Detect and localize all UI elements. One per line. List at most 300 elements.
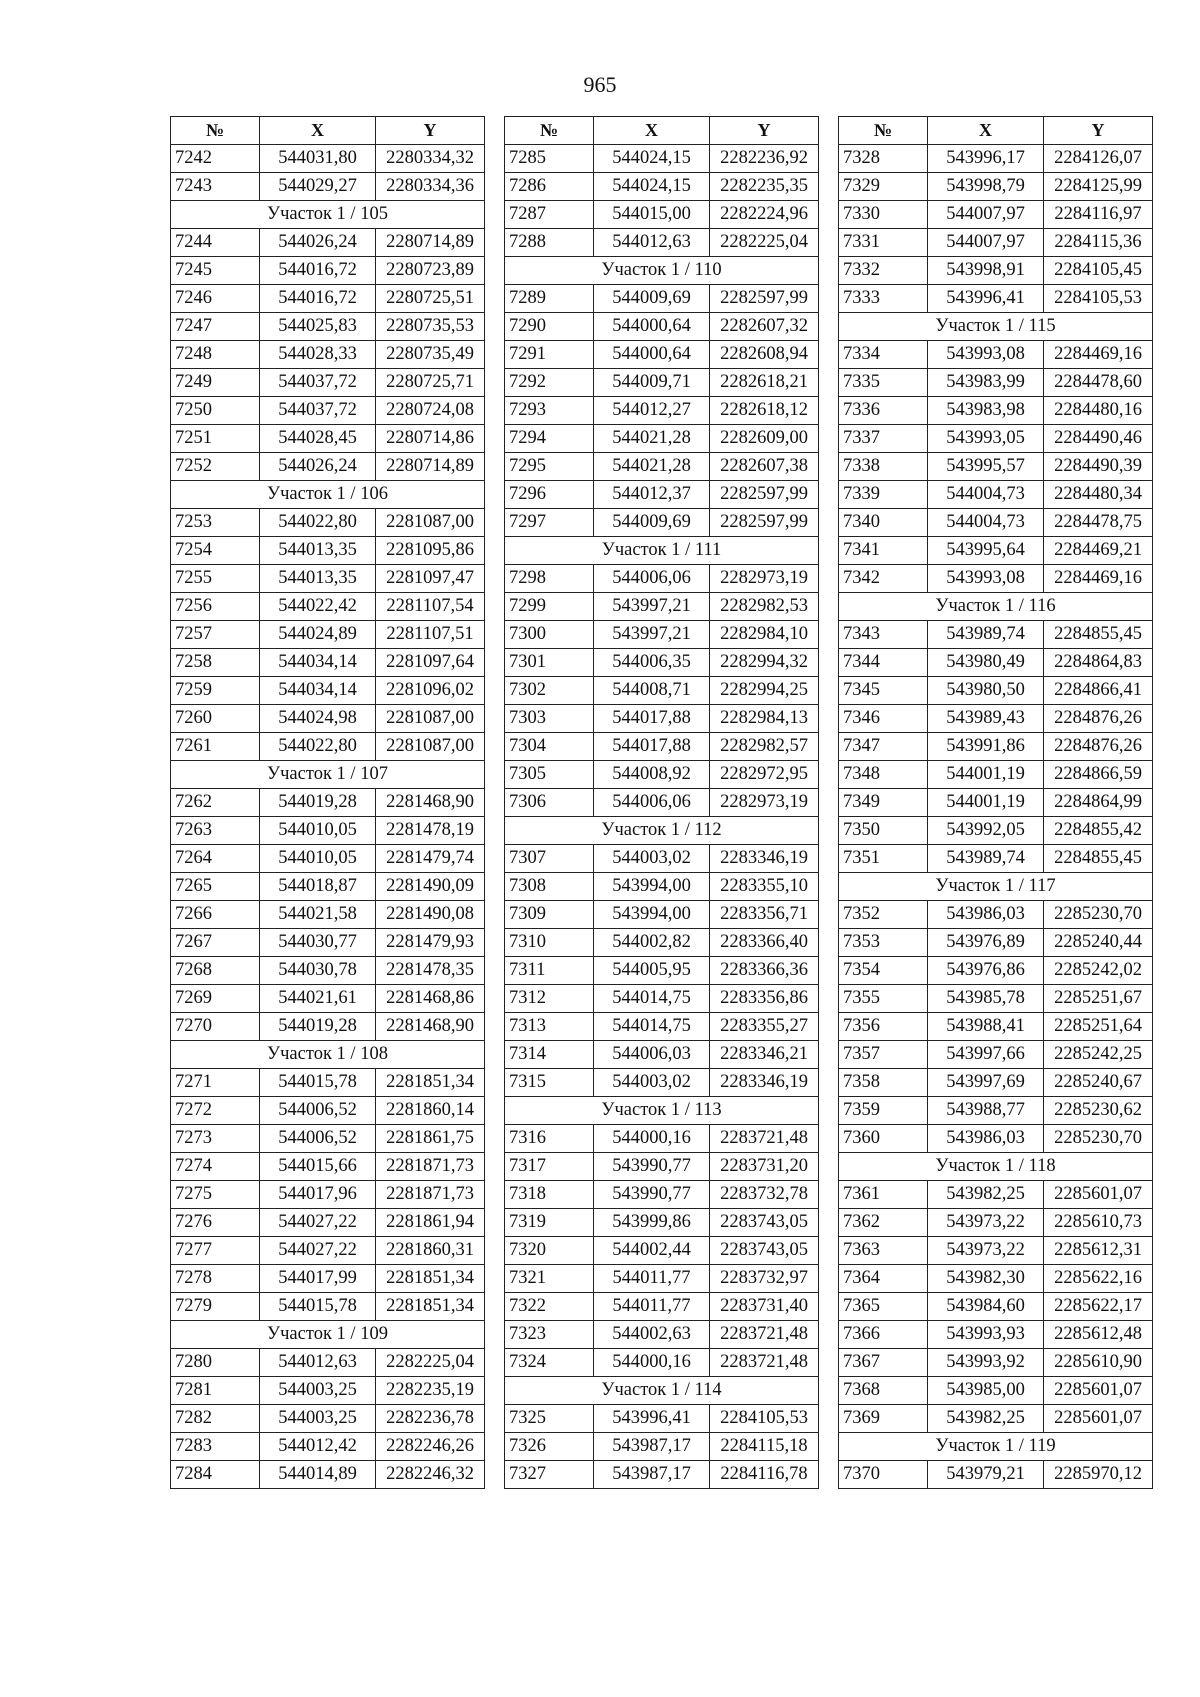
y-coordinate: 2281851,34 [376, 1293, 485, 1321]
table-row [839, 1041, 1153, 1069]
point-number: 7321 [505, 1265, 594, 1293]
table-row [505, 1041, 819, 1069]
point-number: 7342 [839, 565, 928, 593]
table-row [839, 1349, 1153, 1377]
x-coordinate: 544010,05 [260, 817, 376, 845]
x-coordinate: 544017,96 [260, 1181, 376, 1209]
point-number: 7323 [505, 1321, 594, 1349]
section-title: Участок 1 / 118 [839, 1153, 1153, 1181]
x-coordinate: 544009,69 [594, 509, 710, 537]
y-coordinate: 2283731,40 [710, 1293, 819, 1321]
y-coordinate: 2284866,59 [1044, 761, 1153, 789]
x-coordinate: 544021,28 [594, 425, 710, 453]
table-row [171, 1265, 485, 1293]
point-number: 7339 [839, 481, 928, 509]
x-coordinate: 543985,78 [928, 985, 1044, 1013]
x-coordinate: 543993,08 [928, 565, 1044, 593]
table-row [839, 145, 1153, 173]
table-row [505, 425, 819, 453]
table-row [171, 537, 485, 565]
y-coordinate: 2281860,14 [376, 1097, 485, 1125]
section-row [505, 1377, 819, 1405]
table-row [505, 145, 819, 173]
point-number: 7247 [171, 313, 260, 341]
section-title: Участок 1 / 115 [839, 313, 1153, 341]
point-number: 7252 [171, 453, 260, 481]
y-coordinate: 2281468,90 [376, 1013, 485, 1041]
table-row [505, 481, 819, 509]
point-number: 7332 [839, 257, 928, 285]
x-coordinate: 544029,27 [260, 173, 376, 201]
point-number: 7311 [505, 957, 594, 985]
point-number: 7254 [171, 537, 260, 565]
table-row [171, 173, 485, 201]
x-coordinate: 544019,28 [260, 1013, 376, 1041]
table-row [839, 369, 1153, 397]
table-row [505, 957, 819, 985]
y-coordinate: 2281861,94 [376, 1209, 485, 1237]
table-row [505, 845, 819, 873]
table-row [171, 1013, 485, 1041]
table-row [839, 957, 1153, 985]
x-coordinate: 544006,52 [260, 1097, 376, 1125]
table-row [839, 397, 1153, 425]
table-row [839, 1405, 1153, 1433]
table-row [505, 285, 819, 313]
point-number: 7362 [839, 1209, 928, 1237]
table-row [505, 873, 819, 901]
x-coordinate: 544037,72 [260, 369, 376, 397]
section-row [505, 257, 819, 285]
table-row [171, 1069, 485, 1097]
x-coordinate: 544002,63 [594, 1321, 710, 1349]
point-number: 7298 [505, 565, 594, 593]
y-coordinate: 2281860,31 [376, 1237, 485, 1265]
x-coordinate: 544034,14 [260, 677, 376, 705]
table-row [839, 1013, 1153, 1041]
table-row [171, 1237, 485, 1265]
y-coordinate: 2283355,10 [710, 873, 819, 901]
point-number: 7369 [839, 1405, 928, 1433]
y-coordinate: 2284480,16 [1044, 397, 1153, 425]
y-coordinate: 2285612,31 [1044, 1237, 1153, 1265]
x-coordinate: 544000,16 [594, 1349, 710, 1377]
x-coordinate: 544002,44 [594, 1237, 710, 1265]
x-coordinate: 544006,35 [594, 649, 710, 677]
section-title: Участок 1 / 113 [505, 1097, 819, 1125]
table-row [171, 1153, 485, 1181]
x-coordinate: 543997,21 [594, 593, 710, 621]
table-row [505, 173, 819, 201]
point-number: 7275 [171, 1181, 260, 1209]
x-coordinate: 544004,73 [928, 481, 1044, 509]
x-coordinate: 543979,21 [928, 1461, 1044, 1489]
table-row [505, 1265, 819, 1293]
y-coordinate: 2285610,73 [1044, 1209, 1153, 1237]
y-coordinate: 2281097,64 [376, 649, 485, 677]
x-coordinate: 544022,42 [260, 593, 376, 621]
coordinates-table-3 [838, 116, 1153, 1489]
y-coordinate: 2284126,07 [1044, 145, 1153, 173]
point-number: 7277 [171, 1237, 260, 1265]
table-row [171, 397, 485, 425]
x-coordinate: 543997,21 [594, 621, 710, 649]
table-row [171, 145, 485, 173]
x-coordinate: 543982,30 [928, 1265, 1044, 1293]
point-number: 7280 [171, 1349, 260, 1377]
x-coordinate: 543998,79 [928, 173, 1044, 201]
point-number: 7303 [505, 705, 594, 733]
x-coordinate: 544022,80 [260, 509, 376, 537]
point-number: 7348 [839, 761, 928, 789]
y-coordinate: 2283721,48 [710, 1125, 819, 1153]
x-coordinate: 544028,45 [260, 425, 376, 453]
y-coordinate: 2283721,48 [710, 1349, 819, 1377]
point-number: 7335 [839, 369, 928, 397]
point-number: 7272 [171, 1097, 260, 1125]
point-number: 7318 [505, 1181, 594, 1209]
table-row [839, 677, 1153, 705]
point-number: 7274 [171, 1153, 260, 1181]
section-title: Участок 1 / 106 [171, 481, 485, 509]
y-coordinate: 2285610,90 [1044, 1349, 1153, 1377]
table-row [171, 1433, 485, 1461]
y-coordinate: 2282225,04 [710, 229, 819, 257]
point-number: 7297 [505, 509, 594, 537]
point-number: 7243 [171, 173, 260, 201]
table-row [505, 1461, 819, 1489]
table-header-row [505, 117, 819, 145]
x-coordinate: 543997,66 [928, 1041, 1044, 1069]
section-row [839, 313, 1153, 341]
x-coordinate: 543984,60 [928, 1293, 1044, 1321]
x-coordinate: 543993,08 [928, 341, 1044, 369]
table-row [839, 285, 1153, 313]
x-coordinate: 543991,86 [928, 733, 1044, 761]
section-title: Участок 1 / 119 [839, 1433, 1153, 1461]
table-row [505, 649, 819, 677]
x-coordinate: 544006,52 [260, 1125, 376, 1153]
table-row [171, 929, 485, 957]
section-title: Участок 1 / 105 [171, 201, 485, 229]
header-number: № [839, 117, 928, 145]
table-row [505, 593, 819, 621]
point-number: 7302 [505, 677, 594, 705]
point-number: 7296 [505, 481, 594, 509]
point-number: 7353 [839, 929, 928, 957]
point-number: 7264 [171, 845, 260, 873]
table-row [171, 1377, 485, 1405]
table-row [171, 705, 485, 733]
section-row [505, 817, 819, 845]
table-row [839, 565, 1153, 593]
y-coordinate: 2280714,89 [376, 453, 485, 481]
x-coordinate: 544009,71 [594, 369, 710, 397]
table-row [505, 565, 819, 593]
table-row [839, 1265, 1153, 1293]
y-coordinate: 2284855,42 [1044, 817, 1153, 845]
point-number: 7290 [505, 313, 594, 341]
section-title: Участок 1 / 109 [171, 1321, 485, 1349]
y-coordinate: 2281096,02 [376, 677, 485, 705]
point-number: 7320 [505, 1237, 594, 1265]
point-number: 7307 [505, 845, 594, 873]
point-number: 7281 [171, 1377, 260, 1405]
y-coordinate: 2280735,53 [376, 313, 485, 341]
x-coordinate: 544003,02 [594, 1069, 710, 1097]
header-x: X [594, 117, 710, 145]
y-coordinate: 2285622,16 [1044, 1265, 1153, 1293]
point-number: 7246 [171, 285, 260, 313]
table-row [171, 873, 485, 901]
table-row [505, 509, 819, 537]
point-number: 7268 [171, 957, 260, 985]
x-coordinate: 544006,03 [594, 1041, 710, 1069]
point-number: 7260 [171, 705, 260, 733]
x-coordinate: 544017,88 [594, 705, 710, 733]
y-coordinate: 2285230,70 [1044, 1125, 1153, 1153]
y-coordinate: 2284115,36 [1044, 229, 1153, 257]
y-coordinate: 2281851,34 [376, 1069, 485, 1097]
y-coordinate: 2281861,75 [376, 1125, 485, 1153]
x-coordinate: 544024,89 [260, 621, 376, 649]
y-coordinate: 2282224,96 [710, 201, 819, 229]
x-coordinate: 544001,19 [928, 761, 1044, 789]
y-coordinate: 2281087,00 [376, 733, 485, 761]
y-coordinate: 2282618,12 [710, 397, 819, 425]
header-y: Y [376, 117, 485, 145]
y-coordinate: 2282982,57 [710, 733, 819, 761]
table-row [505, 1237, 819, 1265]
table-row [171, 1097, 485, 1125]
x-coordinate: 544031,80 [260, 145, 376, 173]
table-row [171, 733, 485, 761]
header-number: № [171, 117, 260, 145]
y-coordinate: 2284105,45 [1044, 257, 1153, 285]
table-row [171, 257, 485, 285]
x-coordinate: 544028,33 [260, 341, 376, 369]
section-row [839, 593, 1153, 621]
x-coordinate: 544030,77 [260, 929, 376, 957]
y-coordinate: 2284864,99 [1044, 789, 1153, 817]
point-number: 7352 [839, 901, 928, 929]
y-coordinate: 2282608,94 [710, 341, 819, 369]
y-coordinate: 2285601,07 [1044, 1181, 1153, 1209]
table-row [171, 957, 485, 985]
table-row [839, 649, 1153, 677]
point-number: 7356 [839, 1013, 928, 1041]
y-coordinate: 2282994,32 [710, 649, 819, 677]
table-row [839, 929, 1153, 957]
section-row [171, 201, 485, 229]
point-number: 7249 [171, 369, 260, 397]
point-number: 7244 [171, 229, 260, 257]
point-number: 7365 [839, 1293, 928, 1321]
table-row [839, 509, 1153, 537]
y-coordinate: 2281097,47 [376, 565, 485, 593]
point-number: 7283 [171, 1433, 260, 1461]
table-row [839, 733, 1153, 761]
x-coordinate: 543989,43 [928, 705, 1044, 733]
table-row [505, 341, 819, 369]
y-coordinate: 2281478,35 [376, 957, 485, 985]
point-number: 7285 [505, 145, 594, 173]
table-row [505, 1125, 819, 1153]
x-coordinate: 544016,72 [260, 285, 376, 313]
table-row [505, 1321, 819, 1349]
table-row [171, 901, 485, 929]
point-number: 7304 [505, 733, 594, 761]
y-coordinate: 2284864,83 [1044, 649, 1153, 677]
y-coordinate: 2284469,21 [1044, 537, 1153, 565]
table-row [839, 845, 1153, 873]
point-number: 7248 [171, 341, 260, 369]
table-row [505, 1153, 819, 1181]
y-coordinate: 2284480,34 [1044, 481, 1153, 509]
x-coordinate: 543992,05 [928, 817, 1044, 845]
point-number: 7245 [171, 257, 260, 285]
point-number: 7291 [505, 341, 594, 369]
point-number: 7359 [839, 1097, 928, 1125]
header-y: Y [1044, 117, 1153, 145]
x-coordinate: 544015,66 [260, 1153, 376, 1181]
y-coordinate: 2281468,90 [376, 789, 485, 817]
y-coordinate: 2281871,73 [376, 1181, 485, 1209]
table-row [839, 901, 1153, 929]
y-coordinate: 2282597,99 [710, 509, 819, 537]
y-coordinate: 2283732,97 [710, 1265, 819, 1293]
y-coordinate: 2282225,04 [376, 1349, 485, 1377]
x-coordinate: 544006,06 [594, 565, 710, 593]
y-coordinate: 2284876,26 [1044, 733, 1153, 761]
page-number: 965 [583, 72, 617, 97]
x-coordinate: 544012,42 [260, 1433, 376, 1461]
section-title: Участок 1 / 112 [505, 817, 819, 845]
table-row [171, 985, 485, 1013]
x-coordinate: 543989,74 [928, 845, 1044, 873]
y-coordinate: 2281107,54 [376, 593, 485, 621]
y-coordinate: 2283355,27 [710, 1013, 819, 1041]
x-coordinate: 543985,00 [928, 1377, 1044, 1405]
y-coordinate: 2285622,17 [1044, 1293, 1153, 1321]
y-coordinate: 2284876,26 [1044, 705, 1153, 733]
x-coordinate: 544007,97 [928, 201, 1044, 229]
point-number: 7361 [839, 1181, 928, 1209]
point-number: 7253 [171, 509, 260, 537]
y-coordinate: 2281087,00 [376, 509, 485, 537]
x-coordinate: 544000,64 [594, 341, 710, 369]
y-coordinate: 2282973,19 [710, 789, 819, 817]
table-row [171, 621, 485, 649]
point-number: 7312 [505, 985, 594, 1013]
y-coordinate: 2283356,71 [710, 901, 819, 929]
x-coordinate: 543988,41 [928, 1013, 1044, 1041]
y-coordinate: 2285970,12 [1044, 1461, 1153, 1489]
x-coordinate: 543997,69 [928, 1069, 1044, 1097]
point-number: 7363 [839, 1237, 928, 1265]
x-coordinate: 544027,22 [260, 1237, 376, 1265]
table-row [171, 565, 485, 593]
y-coordinate: 2281087,00 [376, 705, 485, 733]
y-coordinate: 2282246,32 [376, 1461, 485, 1489]
header-y: Y [710, 117, 819, 145]
x-coordinate: 544014,89 [260, 1461, 376, 1489]
x-coordinate: 543994,00 [594, 901, 710, 929]
y-coordinate: 2282972,95 [710, 761, 819, 789]
x-coordinate: 544003,25 [260, 1405, 376, 1433]
table-row [839, 1125, 1153, 1153]
x-coordinate: 544024,15 [594, 173, 710, 201]
table-row [839, 1097, 1153, 1125]
point-number: 7287 [505, 201, 594, 229]
y-coordinate: 2282236,78 [376, 1405, 485, 1433]
x-coordinate: 544001,19 [928, 789, 1044, 817]
x-coordinate: 543976,86 [928, 957, 1044, 985]
x-coordinate: 543996,17 [928, 145, 1044, 173]
x-coordinate: 544024,15 [594, 145, 710, 173]
table-row [839, 1181, 1153, 1209]
y-coordinate: 2284478,60 [1044, 369, 1153, 397]
table-row [171, 1349, 485, 1377]
table-row [839, 425, 1153, 453]
table-row [839, 481, 1153, 509]
x-coordinate: 544024,98 [260, 705, 376, 733]
point-number: 7316 [505, 1125, 594, 1153]
table-row [839, 985, 1153, 1013]
point-number: 7338 [839, 453, 928, 481]
point-number: 7327 [505, 1461, 594, 1489]
y-coordinate: 2282984,13 [710, 705, 819, 733]
y-coordinate: 2284105,53 [1044, 285, 1153, 313]
x-coordinate: 543999,86 [594, 1209, 710, 1237]
header-x: X [260, 117, 376, 145]
point-number: 7242 [171, 145, 260, 173]
point-number: 7295 [505, 453, 594, 481]
point-number: 7293 [505, 397, 594, 425]
x-coordinate: 543993,05 [928, 425, 1044, 453]
y-coordinate: 2283356,86 [710, 985, 819, 1013]
x-coordinate: 544010,05 [260, 845, 376, 873]
y-coordinate: 2283346,19 [710, 845, 819, 873]
point-number: 7271 [171, 1069, 260, 1097]
point-number: 7289 [505, 285, 594, 313]
x-coordinate: 543980,50 [928, 677, 1044, 705]
point-number: 7325 [505, 1405, 594, 1433]
y-coordinate: 2282597,99 [710, 285, 819, 313]
y-coordinate: 2284490,46 [1044, 425, 1153, 453]
y-coordinate: 2281871,73 [376, 1153, 485, 1181]
table-row [171, 229, 485, 257]
table-header-row [171, 117, 485, 145]
point-number: 7336 [839, 397, 928, 425]
x-coordinate: 543973,22 [928, 1209, 1044, 1237]
point-number: 7308 [505, 873, 594, 901]
x-coordinate: 544013,35 [260, 565, 376, 593]
table-row [839, 789, 1153, 817]
x-coordinate: 544014,75 [594, 1013, 710, 1041]
table-row [839, 173, 1153, 201]
table-row [505, 313, 819, 341]
x-coordinate: 544008,92 [594, 761, 710, 789]
table-row [171, 341, 485, 369]
y-coordinate: 2284866,41 [1044, 677, 1153, 705]
table-row [505, 1069, 819, 1097]
point-number: 7360 [839, 1125, 928, 1153]
point-number: 7257 [171, 621, 260, 649]
point-number: 7288 [505, 229, 594, 257]
table-row [505, 1433, 819, 1461]
point-number: 7269 [171, 985, 260, 1013]
